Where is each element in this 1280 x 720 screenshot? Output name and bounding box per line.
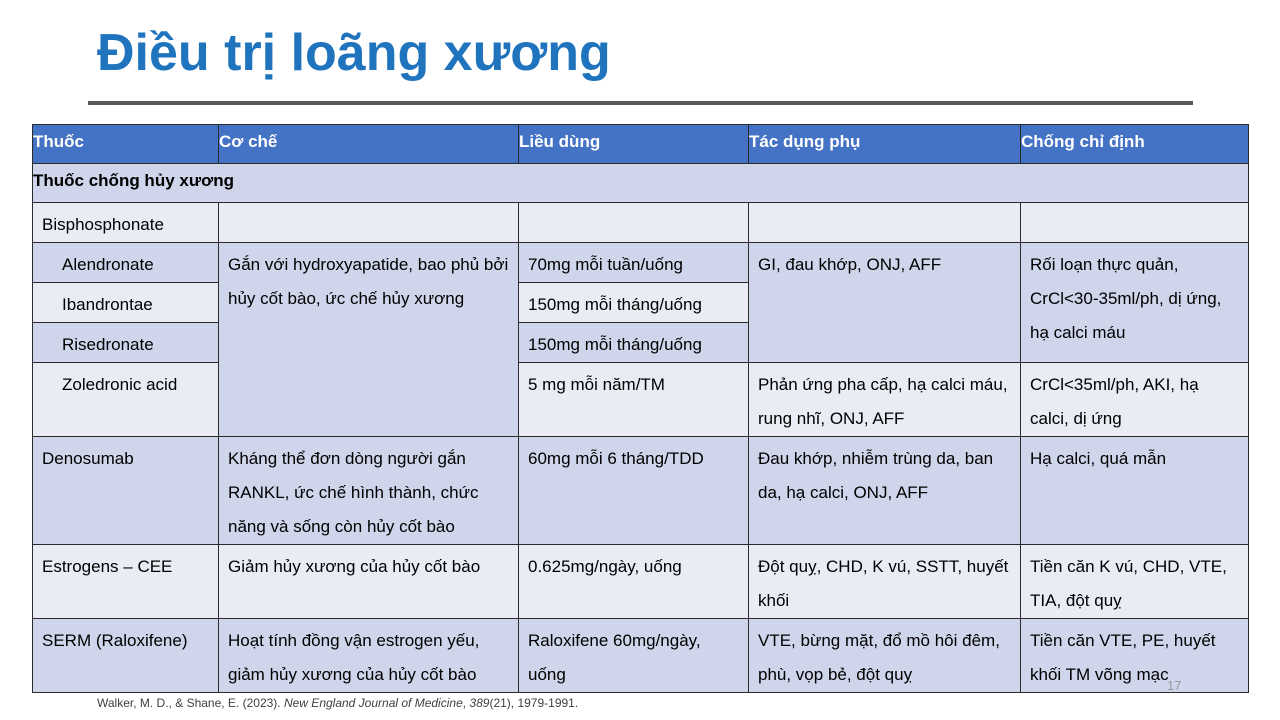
- drug-risedronate: Risedronate: [62, 335, 154, 354]
- drug-cell: Denosumab: [42, 449, 134, 468]
- contraindications-cell: Hạ calci, quá mẫn: [1030, 449, 1167, 468]
- mechanism-cell: Hoạt tính đồng vận estrogen yếu, giảm hủy xương của hủy cốt bào: [228, 631, 480, 684]
- drug-ibandronate: Ibandrontae: [62, 295, 153, 314]
- bisphosphonate-mechanism: Gắn với hydroxyapatide, bao phủ bởi hủy cốt bào, ức chế hủy xương: [228, 255, 509, 308]
- citation-journal: New England Journal of Medicine: [283, 696, 463, 710]
- title-divider: [88, 101, 1193, 105]
- table-row: [33, 619, 1249, 693]
- table-row: [33, 437, 1249, 545]
- page-number: 17: [1167, 678, 1182, 693]
- table-row: [33, 545, 1249, 619]
- dose-zoledronic: 5 mg mỗi năm/TM: [528, 375, 665, 394]
- header-dose: Liều dùng: [519, 125, 749, 164]
- drug-cell: Estrogens – CEE: [42, 557, 173, 576]
- dose-ibandronate: 150mg mỗi tháng/uống: [528, 295, 702, 314]
- dose-cell: 0.625mg/ngày, uống: [528, 557, 682, 576]
- header-side-effects: Tác dụng phụ: [749, 125, 1021, 164]
- side-effects-zoledronic: Phản ứng pha cấp, hạ calci máu, rung nhĩ, ONJ, AFF: [758, 375, 1008, 428]
- dose-cell: 60mg mỗi 6 tháng/TDD: [528, 449, 704, 468]
- header-contraindications: Chống chỉ định: [1021, 125, 1249, 164]
- side-effects-cell: Đột quỵ, CHD, K vú, SSTT, huyết khối: [758, 557, 1009, 610]
- citation-authors: Walker, M. D., & Shane, E. (2023).: [97, 696, 284, 710]
- drug-alendronate: Alendronate: [62, 255, 154, 274]
- mechanism-cell: Kháng thể đơn dòng người gắn RANKL, ức chế hình thành, chức năng và sống còn hủy cốt bào: [228, 449, 479, 536]
- section-label: Thuốc chống hủy xương: [33, 164, 1249, 203]
- slide-title: Điều trị loãng xương: [97, 24, 611, 82]
- table-header-row: [33, 125, 1249, 164]
- table-row: [33, 363, 1249, 437]
- drug-zoledronic: Zoledronic acid: [62, 375, 178, 394]
- treatment-table: [32, 124, 1249, 693]
- header-mechanism: Cơ chế: [219, 125, 519, 164]
- side-effects-cell: VTE, bừng mặt, đổ mồ hôi đêm, phù, vọp bẻ, đột quỵ: [758, 631, 1000, 684]
- contraindications-oral: Rối loạn thực quản, CrCl<30-35ml/ph, dị ứng, hạ calci máu: [1030, 255, 1222, 342]
- citation-volume: 389: [469, 696, 490, 710]
- citation-separator: ,: [462, 696, 470, 710]
- citation-footnote: [97, 696, 578, 710]
- drug-bisphosphonate: Bisphosphonate: [42, 215, 164, 234]
- dose-risedronate: 150mg mỗi tháng/uống: [528, 335, 702, 354]
- citation-pages: (21), 1979-1991.: [489, 696, 579, 710]
- drug-cell: SERM (Raloxifene): [42, 631, 188, 650]
- dose-alendronate: 70mg mỗi tuần/uống: [528, 255, 683, 274]
- side-effects-cell: Đau khớp, nhiễm trùng da, ban da, hạ calci, ONJ, AFF: [758, 449, 994, 502]
- dose-cell: Raloxifene 60mg/ngày, uống: [528, 631, 701, 684]
- header-drug: Thuốc: [33, 125, 219, 164]
- side-effects-oral: GI, đau khớp, ONJ, AFF: [758, 255, 942, 274]
- contraindications-cell: Tiền căn VTE, PE, huyết khối TM võng mạc: [1030, 631, 1216, 684]
- mechanism-cell: Giảm hủy xương của hủy cốt bào: [228, 557, 481, 576]
- contraindications-cell: Tiền căn K vú, CHD, VTE, TIA, đột quỵ: [1030, 557, 1227, 610]
- table-row: [33, 203, 1249, 243]
- table-row: [33, 243, 1249, 283]
- section-row: [33, 164, 1249, 203]
- contraindications-zoledronic: CrCl<35ml/ph, AKI, hạ calci, dị ứng: [1030, 375, 1199, 428]
